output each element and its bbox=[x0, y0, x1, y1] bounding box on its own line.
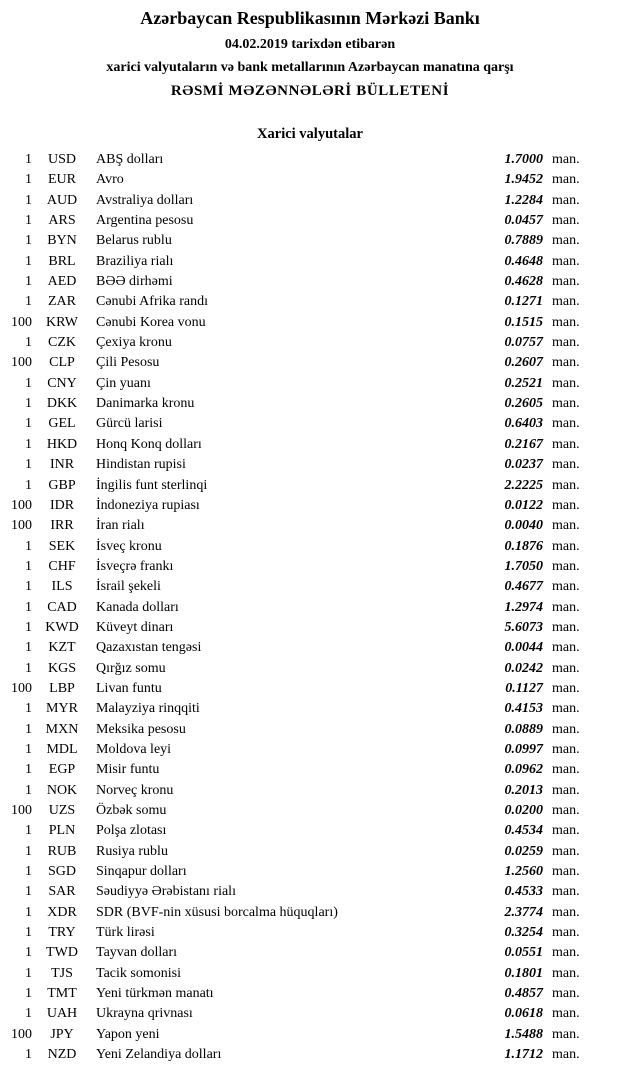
currency-quantity: 1 bbox=[25, 396, 32, 412]
rate-row bbox=[0, 1025, 620, 1045]
currency-code: GEL bbox=[48, 416, 76, 432]
currency-quantity: 1 bbox=[25, 741, 32, 757]
currency-quantity: 1 bbox=[25, 904, 32, 920]
currency-quantity: 1 bbox=[25, 965, 32, 981]
rate-value: 0.0237 bbox=[504, 457, 543, 473]
rate-row bbox=[0, 638, 620, 658]
currency-quantity: 100 bbox=[11, 355, 32, 371]
currency-name: Malayziya rinqqiti bbox=[96, 701, 200, 717]
rate-value: 0.2167 bbox=[504, 436, 543, 452]
exchange-rates-table bbox=[0, 150, 620, 1065]
rate-value: 0.1127 bbox=[505, 680, 543, 696]
rate-value: 0.2013 bbox=[504, 782, 543, 798]
rate-row bbox=[0, 679, 620, 699]
rate-row bbox=[0, 943, 620, 963]
currency-quantity: 1 bbox=[25, 782, 32, 798]
unit-label: man. bbox=[552, 945, 580, 961]
rate-row bbox=[0, 598, 620, 618]
currency-name: Avro bbox=[96, 172, 124, 188]
rate-row bbox=[0, 394, 620, 414]
currency-quantity: 1 bbox=[25, 660, 32, 676]
currency-code: GBP bbox=[48, 477, 76, 493]
currency-name: Qırğız somu bbox=[96, 660, 166, 676]
currency-name: Cənubi Korea vonu bbox=[96, 314, 206, 330]
currency-name: Çin yuanı bbox=[96, 375, 151, 391]
currency-code: NZD bbox=[47, 1047, 77, 1063]
currency-name: Norveç kronu bbox=[96, 782, 174, 798]
currency-code: CNY bbox=[47, 375, 77, 391]
currency-name: İsveç kronu bbox=[96, 538, 162, 554]
rate-value: 1.2974 bbox=[504, 599, 543, 615]
currency-name: Ukrayna qrivnası bbox=[96, 1006, 193, 1022]
unit-label: man. bbox=[552, 599, 580, 615]
unit-label: man. bbox=[552, 741, 580, 757]
rate-row bbox=[0, 882, 620, 902]
unit-label: man. bbox=[552, 1006, 580, 1022]
unit-label: man. bbox=[552, 782, 580, 798]
currency-code: AUD bbox=[46, 192, 78, 208]
currency-quantity: 1 bbox=[25, 294, 32, 310]
rate-row bbox=[0, 659, 620, 679]
currency-code: KGS bbox=[47, 660, 76, 676]
currency-quantity: 1 bbox=[25, 375, 32, 391]
unit-label: man. bbox=[552, 436, 580, 452]
currency-code: EGP bbox=[48, 762, 76, 778]
currency-code: TRY bbox=[48, 925, 76, 941]
currency-quantity: 100 bbox=[11, 518, 32, 534]
rate-value: 0.0044 bbox=[504, 640, 543, 656]
currency-name: Misir funtu bbox=[96, 762, 160, 778]
currency-quantity: 1 bbox=[25, 233, 32, 249]
rate-row bbox=[0, 496, 620, 516]
unit-label: man. bbox=[552, 335, 580, 351]
currency-quantity: 100 bbox=[11, 314, 32, 330]
rate-row bbox=[0, 1045, 620, 1065]
rate-value: 0.0200 bbox=[504, 803, 543, 818]
rate-value: 0.1876 bbox=[504, 538, 543, 554]
currency-name: Səudiyyə Ərəbistanı rialı bbox=[96, 884, 236, 900]
rate-row bbox=[0, 414, 620, 434]
rate-value: 0.1515 bbox=[504, 314, 543, 330]
rate-value: 0.6403 bbox=[504, 416, 543, 432]
currency-name: Polşa zlotası bbox=[96, 823, 167, 839]
currency-quantity: 100 bbox=[11, 803, 32, 818]
currency-name: Rusiya rublu bbox=[96, 843, 168, 859]
unit-label: man. bbox=[552, 355, 580, 371]
unit-label: man. bbox=[552, 314, 580, 330]
currency-code: CZK bbox=[48, 335, 76, 351]
unit-label: man. bbox=[552, 538, 580, 554]
currency-code: SGD bbox=[47, 864, 76, 880]
currency-quantity: 100 bbox=[11, 1026, 32, 1042]
section-title-foreign-currencies: Xarici valyutalar bbox=[257, 126, 363, 142]
rate-value: 2.3774 bbox=[504, 904, 543, 920]
unit-label: man. bbox=[552, 294, 580, 310]
rate-value: 1.2284 bbox=[504, 192, 543, 208]
currency-code: BRL bbox=[48, 253, 76, 269]
rate-row bbox=[0, 353, 620, 373]
currency-name: Çexiya kronu bbox=[96, 335, 172, 351]
currency-name: BƏƏ dirhəmi bbox=[96, 274, 173, 290]
currency-quantity: 1 bbox=[25, 986, 32, 1002]
currency-quantity: 1 bbox=[25, 762, 32, 778]
currency-code: CLP bbox=[49, 355, 75, 371]
rate-value: 0.0618 bbox=[504, 1006, 543, 1022]
currency-quantity: 1 bbox=[25, 1006, 32, 1022]
currency-quantity: 1 bbox=[25, 843, 32, 859]
rate-row bbox=[0, 191, 620, 211]
unit-label: man. bbox=[552, 416, 580, 432]
rate-value: 0.0122 bbox=[504, 497, 543, 513]
rate-value: 0.4857 bbox=[504, 986, 543, 1002]
currency-code: TMT bbox=[47, 986, 77, 1002]
currency-name: Livan funtu bbox=[96, 680, 162, 696]
unit-label: man. bbox=[552, 986, 580, 1002]
unit-label: man. bbox=[552, 680, 580, 696]
unit-label: man. bbox=[552, 558, 580, 574]
currency-name: Tayvan dolları bbox=[96, 945, 178, 961]
unit-label: man. bbox=[552, 172, 580, 188]
rate-row bbox=[0, 374, 620, 394]
rate-value: 0.0457 bbox=[504, 213, 543, 229]
currency-quantity: 1 bbox=[25, 335, 32, 351]
rate-row bbox=[0, 842, 620, 862]
rate-value: 0.4677 bbox=[504, 579, 543, 595]
currency-quantity: 1 bbox=[25, 619, 32, 635]
unit-label: man. bbox=[552, 1047, 580, 1063]
currency-code: IDR bbox=[49, 497, 75, 513]
currency-code: AED bbox=[47, 274, 77, 290]
currency-quantity: 1 bbox=[25, 538, 32, 554]
currency-name: Honq Konq dolları bbox=[96, 436, 202, 452]
unit-label: man. bbox=[552, 864, 580, 880]
currency-name: Avstraliya dolları bbox=[96, 192, 194, 208]
unit-label: man. bbox=[552, 457, 580, 473]
currency-name: Belarus rublu bbox=[96, 233, 172, 249]
currency-quantity: 1 bbox=[25, 172, 32, 188]
currency-quantity: 1 bbox=[25, 152, 32, 167]
currency-name: Yapon yeni bbox=[96, 1026, 160, 1042]
currency-code: ZAR bbox=[48, 294, 76, 310]
unit-label: man. bbox=[552, 925, 580, 941]
currency-code: SAR bbox=[48, 884, 76, 900]
rate-row bbox=[0, 1004, 620, 1024]
rate-row bbox=[0, 537, 620, 557]
rate-row bbox=[0, 333, 620, 353]
rate-row bbox=[0, 476, 620, 496]
currency-name: Hindistan rupisi bbox=[96, 457, 186, 473]
currency-quantity: 1 bbox=[25, 945, 32, 961]
currency-quantity: 1 bbox=[25, 701, 32, 717]
currency-name: Özbək somu bbox=[96, 803, 167, 818]
unit-label: man. bbox=[552, 375, 580, 391]
currency-code: CHF bbox=[48, 558, 76, 574]
rate-row bbox=[0, 964, 620, 984]
rate-value: 0.7889 bbox=[504, 233, 543, 249]
currency-name: Türk lirəsi bbox=[96, 925, 155, 941]
currency-quantity: 1 bbox=[25, 1047, 32, 1063]
currency-name: İngilis funt sterlinqi bbox=[96, 477, 208, 493]
unit-label: man. bbox=[552, 884, 580, 900]
rate-value: 0.4153 bbox=[504, 701, 543, 717]
currency-name: Yeni türkmən manatı bbox=[96, 986, 214, 1002]
currency-quantity: 1 bbox=[25, 925, 32, 941]
rate-value: 0.2607 bbox=[504, 355, 543, 371]
effective-date-line: 04.02.2019 tarixdən etibarən bbox=[224, 37, 396, 52]
unit-label: man. bbox=[552, 274, 580, 290]
rate-row bbox=[0, 455, 620, 475]
rate-value: 1.5488 bbox=[504, 1026, 543, 1042]
currency-name: İsrail şekeli bbox=[96, 579, 161, 595]
unit-label: man. bbox=[552, 803, 580, 818]
rate-value: 1.2560 bbox=[504, 864, 543, 880]
rate-value: 0.4628 bbox=[504, 274, 543, 290]
rate-row bbox=[0, 903, 620, 923]
currency-quantity: 100 bbox=[11, 680, 32, 696]
rate-row bbox=[0, 760, 620, 780]
currency-quantity: 1 bbox=[25, 457, 32, 473]
currency-quantity: 1 bbox=[25, 579, 32, 595]
currency-name: İndoneziya rupiası bbox=[96, 497, 200, 513]
currency-name: Argentina pesosu bbox=[96, 213, 194, 229]
currency-name: Braziliya rialı bbox=[96, 253, 174, 269]
currency-code: EUR bbox=[48, 172, 76, 188]
currency-code: SEK bbox=[48, 538, 76, 554]
rate-row bbox=[0, 272, 620, 292]
rate-value: 0.4533 bbox=[504, 884, 543, 900]
rate-value: 0.2521 bbox=[504, 375, 543, 391]
unit-label: man. bbox=[552, 213, 580, 229]
currency-quantity: 1 bbox=[25, 558, 32, 574]
rate-value: 0.0551 bbox=[504, 945, 543, 961]
rate-row bbox=[0, 781, 620, 801]
currency-code: TWD bbox=[46, 945, 78, 961]
currency-quantity: 1 bbox=[25, 436, 32, 452]
unit-label: man. bbox=[552, 1026, 580, 1042]
rate-value: 5.6073 bbox=[504, 619, 543, 635]
currency-code: MDL bbox=[46, 741, 78, 757]
rate-value: 1.7000 bbox=[504, 152, 543, 167]
rate-value: 1.7050 bbox=[504, 558, 543, 574]
rate-row bbox=[0, 821, 620, 841]
currency-code: XDR bbox=[47, 904, 77, 920]
currency-name: Küveyt dinarı bbox=[96, 619, 174, 635]
currency-quantity: 1 bbox=[25, 864, 32, 880]
rate-row bbox=[0, 923, 620, 943]
currency-code: UZS bbox=[48, 803, 76, 818]
rate-row bbox=[0, 618, 620, 638]
unit-label: man. bbox=[552, 904, 580, 920]
rate-row bbox=[0, 252, 620, 272]
unit-label: man. bbox=[552, 701, 580, 717]
rate-row bbox=[0, 801, 620, 821]
unit-label: man. bbox=[552, 579, 580, 595]
rate-value: 1.9452 bbox=[504, 172, 543, 188]
unit-label: man. bbox=[552, 762, 580, 778]
currency-name: Çili Pesosu bbox=[96, 355, 160, 371]
currency-quantity: 1 bbox=[25, 477, 32, 493]
rate-row bbox=[0, 740, 620, 760]
currency-code: USD bbox=[47, 152, 76, 167]
currency-code: DKK bbox=[46, 396, 78, 412]
currency-quantity: 1 bbox=[25, 599, 32, 615]
unit-label: man. bbox=[552, 497, 580, 513]
rate-value: 0.1271 bbox=[504, 294, 543, 310]
rate-value: 2.2225 bbox=[504, 477, 543, 493]
rate-row bbox=[0, 313, 620, 333]
currency-quantity: 100 bbox=[11, 497, 32, 513]
currency-quantity: 1 bbox=[25, 253, 32, 269]
currency-code: UAH bbox=[46, 1006, 78, 1022]
currency-name: Yeni Zelandiya dolları bbox=[96, 1047, 222, 1063]
currency-code: NOK bbox=[46, 782, 78, 798]
currency-code: MXN bbox=[45, 721, 79, 737]
currency-code: KZT bbox=[48, 640, 76, 656]
currency-quantity: 1 bbox=[25, 640, 32, 656]
unit-label: man. bbox=[552, 823, 580, 839]
rate-row bbox=[0, 211, 620, 231]
unit-label: man. bbox=[552, 152, 580, 167]
rate-row bbox=[0, 231, 620, 251]
currency-name: Qazaxıstan tengəsi bbox=[96, 640, 202, 656]
currency-code: INR bbox=[49, 457, 75, 473]
rate-value: 0.4648 bbox=[504, 253, 543, 269]
currency-code: ARS bbox=[48, 213, 76, 229]
currency-code: IRR bbox=[50, 518, 74, 534]
currency-quantity: 1 bbox=[25, 416, 32, 432]
rate-row bbox=[0, 150, 620, 170]
rate-value: 0.4534 bbox=[504, 823, 543, 839]
unit-label: man. bbox=[552, 477, 580, 493]
rate-row bbox=[0, 984, 620, 1004]
unit-label: man. bbox=[552, 233, 580, 249]
currency-code: BYN bbox=[47, 233, 77, 249]
unit-label: man. bbox=[552, 965, 580, 981]
currency-code: CAD bbox=[47, 599, 77, 615]
currency-quantity: 1 bbox=[25, 884, 32, 900]
rate-row bbox=[0, 557, 620, 577]
currency-name: ABŞ dolları bbox=[96, 152, 164, 167]
currency-name: Tacik somonisi bbox=[96, 965, 181, 981]
currency-code: KRW bbox=[46, 314, 78, 330]
currency-quantity: 1 bbox=[25, 721, 32, 737]
unit-label: man. bbox=[552, 843, 580, 859]
rate-row bbox=[0, 577, 620, 597]
currency-name: Gürcü larisi bbox=[96, 416, 163, 432]
currency-quantity: 1 bbox=[25, 823, 32, 839]
rate-value: 0.0757 bbox=[504, 335, 543, 351]
currency-name: Sinqapur dolları bbox=[96, 864, 187, 880]
rate-value: 0.0997 bbox=[504, 741, 543, 757]
unit-label: man. bbox=[552, 192, 580, 208]
currency-quantity: 1 bbox=[25, 213, 32, 229]
unit-label: man. bbox=[552, 660, 580, 676]
rate-value: 1.1712 bbox=[504, 1047, 543, 1063]
rate-row bbox=[0, 170, 620, 190]
currency-name: İsveçrə frankı bbox=[96, 558, 174, 574]
currency-name: İran rialı bbox=[96, 518, 145, 534]
currency-name: Kanada dolları bbox=[96, 599, 179, 615]
currency-code: LBP bbox=[49, 680, 75, 696]
rate-row bbox=[0, 292, 620, 312]
currency-code: MYR bbox=[46, 701, 78, 717]
bulletin-header bbox=[0, 8, 620, 100]
rate-value: 0.0259 bbox=[504, 843, 543, 859]
currency-quantity: 1 bbox=[25, 274, 32, 290]
currency-code: KWD bbox=[45, 619, 79, 635]
bulletin-subtitle: xarici valyutaların və bank metallarının Azərbaycan manatına qarşı bbox=[106, 60, 514, 75]
rate-row bbox=[0, 435, 620, 455]
currency-quantity: 1 bbox=[25, 192, 32, 208]
currency-name: Meksika pesosu bbox=[96, 721, 186, 737]
unit-label: man. bbox=[552, 396, 580, 412]
currency-name: Moldova leyi bbox=[96, 741, 172, 757]
currency-name: SDR (BVF-nin xüsusi borcalma hüquqları) bbox=[96, 904, 338, 920]
rate-row bbox=[0, 516, 620, 536]
rate-value: 0.0242 bbox=[504, 660, 543, 676]
currency-code: RUB bbox=[47, 843, 77, 859]
unit-label: man. bbox=[552, 518, 580, 534]
currency-code: ILS bbox=[51, 579, 73, 595]
rate-value: 0.0889 bbox=[504, 721, 543, 737]
unit-label: man. bbox=[552, 721, 580, 737]
bank-name: Azərbaycan Respublikasının Mərkəzi Bankı bbox=[140, 8, 480, 28]
unit-label: man. bbox=[552, 253, 580, 269]
rate-row bbox=[0, 862, 620, 882]
rate-value: 0.0962 bbox=[504, 762, 543, 778]
currency-name: Cənubi Afrika randı bbox=[96, 294, 208, 310]
rate-row bbox=[0, 720, 620, 740]
unit-label: man. bbox=[552, 619, 580, 635]
rate-row bbox=[0, 699, 620, 719]
rate-value: 0.0040 bbox=[504, 518, 543, 534]
rate-value: 0.3254 bbox=[504, 925, 543, 941]
currency-name: Danimarka kronu bbox=[96, 396, 195, 412]
currency-code: HKD bbox=[46, 436, 78, 452]
rate-value: 0.2605 bbox=[504, 396, 543, 412]
currency-code: JPY bbox=[50, 1026, 74, 1042]
document-title: RƏSMİ MƏZƏNNƏLƏRİ BÜLLETENİ bbox=[170, 83, 450, 99]
rate-value: 0.1801 bbox=[504, 965, 543, 981]
currency-code: PLN bbox=[48, 823, 76, 839]
unit-label: man. bbox=[552, 640, 580, 656]
currency-code: TJS bbox=[51, 965, 73, 981]
